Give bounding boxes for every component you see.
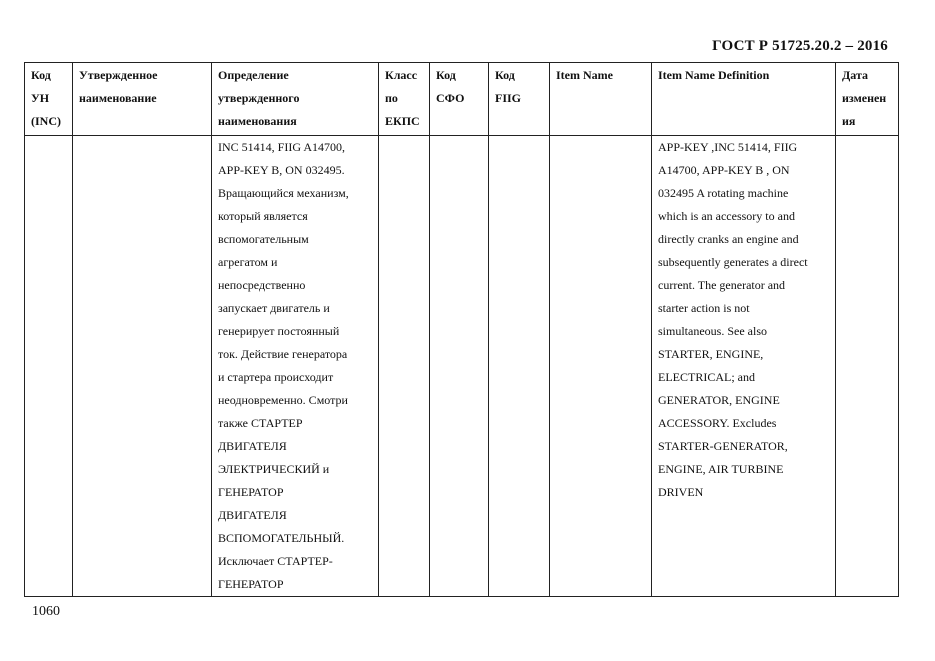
text-line: ГЕНЕРАТОР (218, 485, 284, 499)
text-line: ДВИГАТЕЛЯ (218, 508, 287, 522)
cell-inc-code (25, 136, 73, 597)
header-label-line: ЕКПС (385, 114, 420, 128)
header-label-line: Item Name Definition (658, 68, 770, 82)
header-label-line: изменен (842, 91, 887, 105)
text-line: DRIVEN (658, 485, 704, 499)
header-ekps-class (379, 63, 430, 136)
text-line: также СТАРТЕР (218, 416, 303, 430)
text-line: ELECTRICAL; and (658, 370, 755, 384)
text-line: ACCESSORY. Excludes (658, 416, 777, 430)
text-line: starter action is not (658, 301, 750, 315)
text-line: STARTER, ENGINE, (658, 347, 764, 361)
text-line: directly cranks an engine and (658, 232, 799, 246)
cell-sfo-code (430, 136, 489, 597)
table-row (25, 136, 899, 597)
text-line: генерирует постоянный (218, 324, 340, 338)
header-label-line: Item Name (556, 68, 613, 82)
header-label-line: Код (436, 68, 456, 82)
header-label-line: Код (495, 68, 515, 82)
header-sfo-code (430, 63, 489, 136)
text-line: агрегатом и (218, 255, 278, 269)
text-line: current. The generator and (658, 278, 786, 292)
header-approved-name (73, 63, 212, 136)
header-label-line: ия (842, 114, 856, 128)
header-label-line: УН (31, 91, 50, 105)
text-line: ток. Действие генератора (218, 347, 348, 361)
text-line: subsequently generates a direct (658, 255, 808, 269)
text-line: Вращающийся механизм, (218, 186, 349, 200)
header-item-name-definition (652, 63, 836, 136)
text-line: simultaneous. See also (658, 324, 767, 338)
header-label-line: Дата (842, 68, 868, 82)
text-line: APP-KEY B, ON 032495. (218, 163, 345, 177)
cell-definition-en (652, 136, 836, 597)
text-line: ГЕНЕРАТОР (218, 577, 284, 591)
text-line: INC 51414, FIIG A14700, (218, 140, 346, 154)
table-header-row (25, 63, 899, 136)
header-inc-code (25, 63, 73, 136)
header-label-line: (INC) (31, 114, 61, 128)
header-change-date (836, 63, 899, 136)
cell-definition-ru (212, 136, 379, 597)
cell-approved-name (73, 136, 212, 597)
text-line: запускает двигатель и (218, 301, 330, 315)
cell-change-date (836, 136, 899, 597)
header-label-line: FIIG (495, 91, 522, 105)
text-line: и стартера происходит (218, 370, 334, 384)
text-line: STARTER-GENERATOR, (658, 439, 788, 453)
document-code: ГОСТ Р 51725.20.2 – 2016 (712, 38, 888, 54)
text-line: A14700, APP-KEY B , ON (658, 163, 790, 177)
text-line: ЭЛЕКТРИЧЕСКИЙ и (218, 462, 330, 476)
text-line: GENERATOR, ENGINE (658, 393, 780, 407)
text-line: вспомогательным (218, 232, 309, 246)
nomenclature-table (24, 62, 899, 597)
header-label-line: наименования (218, 114, 297, 128)
header-definition-ru (212, 63, 379, 136)
header-label-line: по (385, 91, 398, 105)
text-line: 032495 A rotating machine (658, 186, 789, 200)
header-label-line: наименование (79, 91, 157, 105)
text-line: ДВИГАТЕЛЯ (218, 439, 287, 453)
header-label-line: СФО (436, 91, 465, 105)
header-label-line: Утвержденное (79, 68, 158, 82)
page-number: 1060 (32, 604, 60, 619)
cell-item-name (550, 136, 652, 597)
text-line: неодновременно. Смотри (218, 393, 348, 407)
text-line: ENGINE, AIR TURBINE (658, 462, 784, 476)
text-line: который является (218, 209, 308, 223)
text-line: Исключает СТАРТЕР- (218, 554, 333, 568)
cell-ekps-class (379, 136, 430, 597)
header-label-line: утвержденного (218, 91, 300, 105)
header-label-line: Определение (218, 68, 289, 82)
cell-fiig-code (489, 136, 550, 597)
header-label-line: Код (31, 68, 51, 82)
text-line: непосредственно (218, 278, 306, 292)
header-fiig-code (489, 63, 550, 136)
header-label-line: Класс (385, 68, 418, 82)
header-item-name (550, 63, 652, 136)
text-line: APP-KEY ,INC 51414, FIIG (658, 140, 798, 154)
text-line: ВСПОМОГАТЕЛЬНЫЙ. (218, 531, 345, 545)
text-line: which is an accessory to and (658, 209, 795, 223)
